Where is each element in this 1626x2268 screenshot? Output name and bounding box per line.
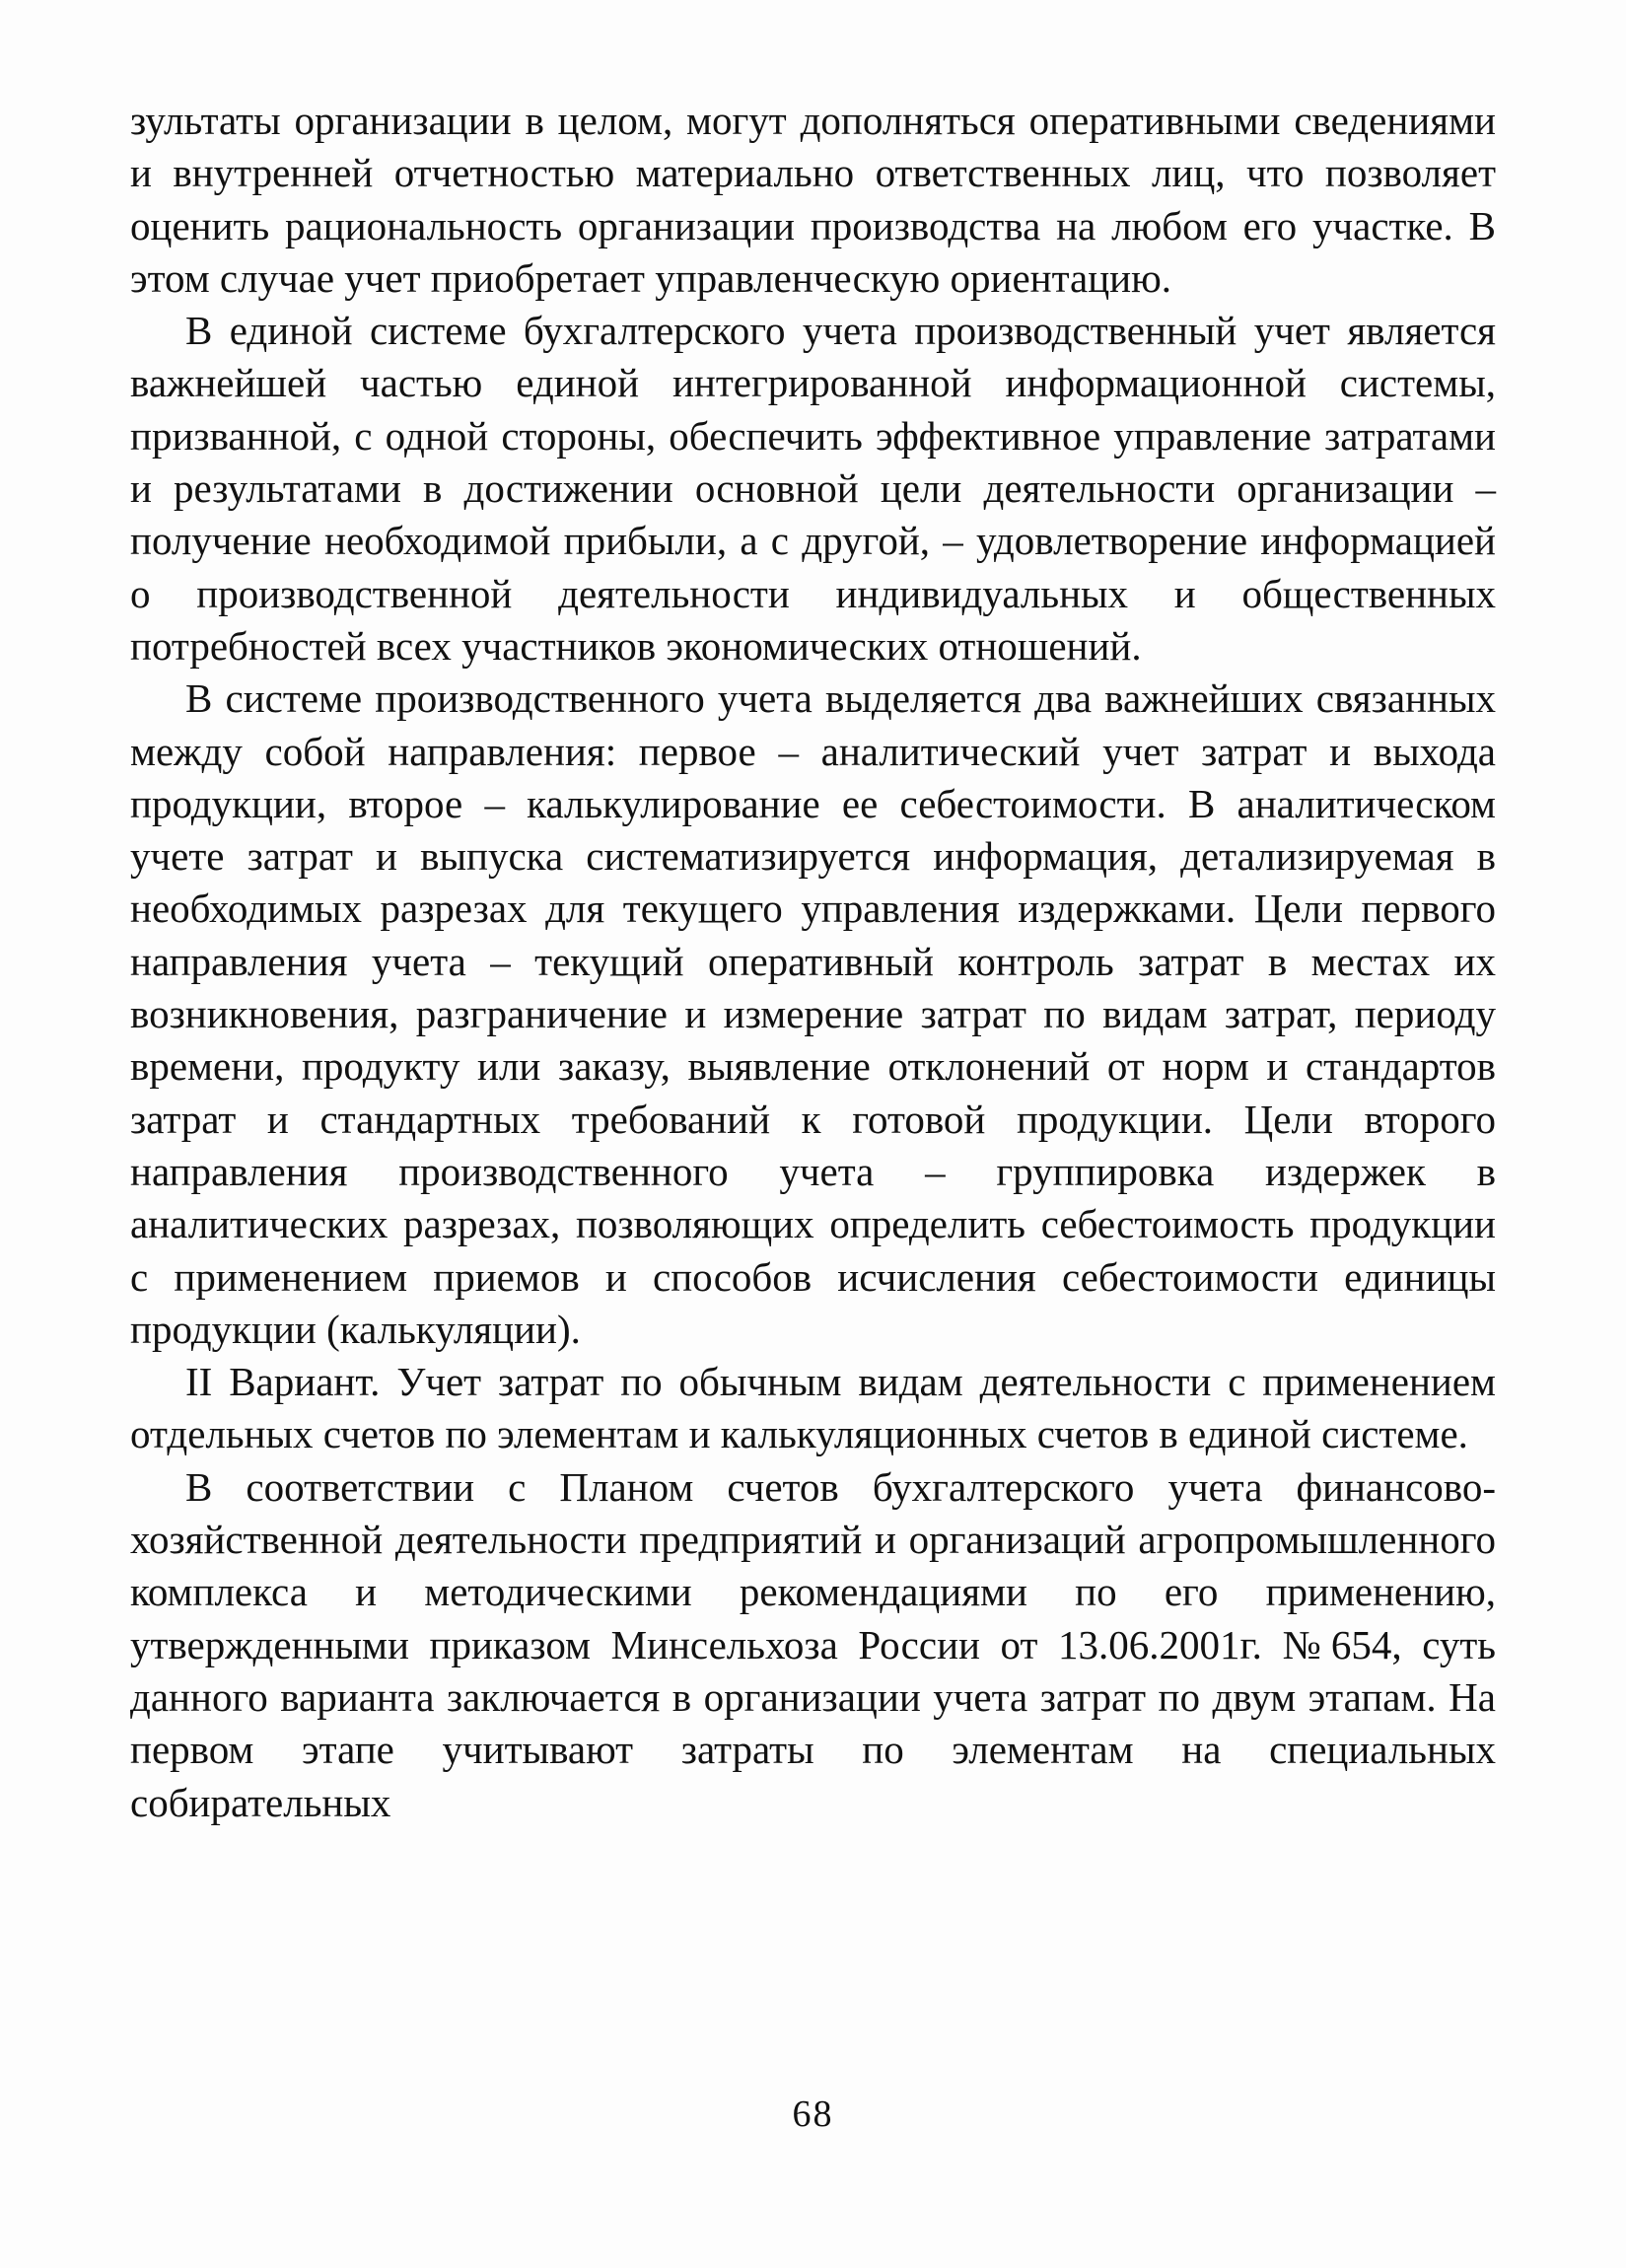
- paragraph-continuation: зультаты организации в целом, могут дополняться оперативными сведениями и внутренней отчетностью материально ответственных лиц, что позволяет оценить рациональность организации производства на любом его участке. В этом случае учет приобретает управленческую ориентацию.: [130, 98, 1496, 301]
- page-number: 68: [792, 2093, 834, 2135]
- paragraph-unified-system: В единой системе бухгалтерского учета производственный учет является важнейшей частью единой интегрированной информационной системы, призванной, с одной стороны, обеспечить эффективное управление затратами и результатами в достижении основной цели деятельности организации – получение необходимой прибыли, а с другой, – удовлетворение информацией о производственной деятельности индивидуальных и общественных потребностей всех участников экономических отношений.: [130, 308, 1496, 669]
- paragraph-chart-of-accounts: В соответствии с Планом счетов бухгалтерского учета финансово-хозяйственной деятельности предприятий и организаций агропромышленного комплекса и методическими рекомендациями по его применению, утвержденными приказом Минсельхоза России от 13.06.2001г. №654, суть данного варианта заключается в организации учета затрат по двум этапам. На первом этапе учитывают затраты по элементам на специальных собирательных: [130, 1463, 1496, 1825]
- paragraph-variant-two: II Вариант. Учет затрат по обычным видам деятельности с применением отдельных счетов по элементам и калькуляционных счетов в единой системе.: [130, 1359, 1496, 1457]
- body-text: [130, 95, 1496, 1829]
- paragraph-production-accounting: В системе производственного учета выделяется два важнейших связанных между собой направления: первое – аналитический учет затрат и выхода продукции, второе – калькулирование ее себестоимости. В аналитическом учете затрат и выпуска систематизируется информация, детализируемая в необходимых разрезах для текущего управления издержками. Цели первого направления учета – текущий оперативный контроль затрат в местах их возникновения, разграничение и измерение затрат по видам затрат, периоду времени, продукту или заказу, выявление отклонений от норм и стандартов затрат и стандартных требований к готовой продукции. Цели второго направления производственного учета – группировка издержек в аналитических разрезах, позволяющих определить себестоимость продукции с применением приемов и способов исчисления себестоимости единицы продукции (калькуляции).: [130, 675, 1496, 1352]
